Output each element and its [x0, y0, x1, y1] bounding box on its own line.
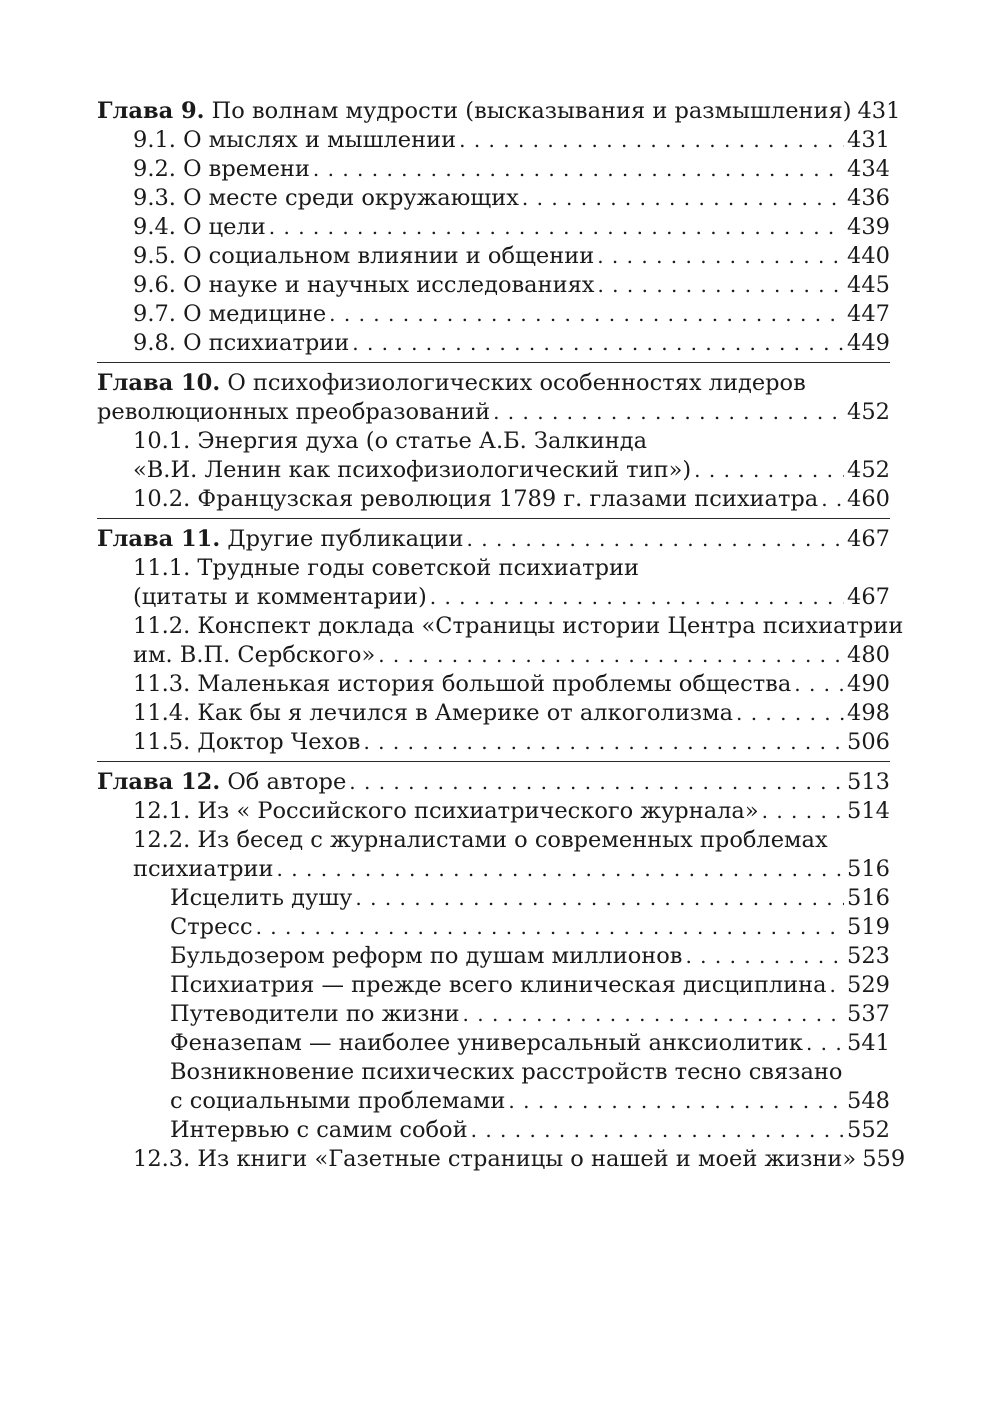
section-entry: [97, 126, 890, 155]
entry-title: [97, 370, 806, 396]
entry-title: [133, 797, 762, 826]
dot-leader: [736, 699, 844, 728]
chapter-section: [97, 97, 901, 363]
entry-title: [170, 942, 685, 971]
page-number: 519: [847, 914, 890, 940]
page-number: 480: [847, 642, 890, 668]
chapter-heading: [97, 97, 901, 126]
entry-text: По волнам мудрости (высказывания и размышления): [211, 98, 852, 124]
entry-text: 11.4. Как бы я лечился в Америке от алкоголизма: [133, 700, 733, 726]
page-number: 559: [862, 1146, 906, 1172]
page-number: 523: [847, 943, 890, 969]
subsection-entry: [97, 942, 890, 971]
entry-text: Бульдозером реформ по душам миллионов: [170, 943, 683, 969]
entry-text: 11.1. Трудные годы советской психиатрии: [133, 555, 639, 581]
entry-title: [97, 398, 493, 427]
entry-title: [170, 1029, 806, 1058]
entry-title: [133, 242, 597, 271]
chapter-heading: [97, 768, 890, 797]
entry-title: [133, 827, 828, 853]
entry-text: 9.4. О цели: [133, 214, 266, 240]
section-entry: [97, 427, 890, 456]
section-entry: [97, 728, 890, 757]
section-entry: [97, 554, 890, 583]
entry-title: [97, 525, 467, 554]
dot-leader: [355, 884, 844, 913]
entry-title: [170, 913, 256, 942]
entry-title: [170, 1059, 842, 1085]
page-number: 548: [847, 1088, 890, 1114]
dot-leader: [471, 1116, 844, 1145]
entry-title: [133, 300, 329, 329]
entry-text: Об авторе: [227, 769, 347, 795]
entry-text: с социальными проблемами: [170, 1088, 506, 1114]
page-number: 447: [847, 301, 890, 327]
dot-leader: [463, 1000, 845, 1029]
dot-leader: [694, 456, 844, 485]
entry-text: 9.6. О науке и научных исследованиях: [133, 272, 595, 298]
entry-title: [133, 271, 597, 300]
page-number: 436: [847, 185, 890, 211]
dot-leader: [597, 242, 844, 271]
entry-text: 9.2. О времени: [133, 156, 310, 182]
entry-title: [133, 155, 313, 184]
entry-text: Стресс: [170, 914, 253, 940]
entry-title: [133, 213, 269, 242]
entry-text: Психиатрия — прежде всего клиническая дисциплина: [170, 972, 827, 998]
entry-title: [133, 555, 639, 581]
dot-leader: [269, 213, 844, 242]
dot-leader: [378, 641, 844, 670]
section-entry: [97, 583, 890, 612]
dot-leader: [459, 126, 844, 155]
page-number: 452: [847, 399, 890, 425]
entry-text: Интервью с самим собой: [170, 1117, 468, 1143]
entry-text: Исцелить душу: [170, 885, 353, 911]
chapter-section: [97, 369, 890, 519]
chapter-heading: [97, 525, 890, 554]
page-number: 467: [847, 584, 890, 610]
entry-text: Феназепам — наиболее универсальный анксиолитик: [170, 1030, 803, 1056]
dot-leader: [329, 300, 844, 329]
page-number: 460: [847, 486, 890, 512]
entry-text: 12.3. Из книги «Газетные страницы о нашей и моей жизни»: [133, 1146, 857, 1172]
dot-leader: [352, 329, 844, 358]
page-number: 537: [847, 1001, 890, 1027]
subsection-entry: [97, 1029, 890, 1058]
page-number: 552: [847, 1117, 890, 1143]
page-number: 541: [847, 1030, 890, 1056]
dot-leader: [430, 583, 844, 612]
page-number: 467: [847, 526, 890, 552]
dot-leader: [806, 1029, 844, 1058]
entry-text: 9.1. О мыслях и мышлении: [133, 127, 457, 153]
section-entry: [97, 271, 890, 300]
entry-text: О психофизиологических особенностях лидеров: [227, 370, 806, 396]
page-number: 439: [847, 214, 890, 240]
entry-title: [133, 456, 694, 485]
entry-title: [170, 971, 830, 1000]
dot-leader: [349, 768, 844, 797]
section-entry: [97, 797, 890, 826]
section-entry: [97, 699, 890, 728]
dot-leader: [363, 728, 844, 757]
entry-title: [170, 1000, 463, 1029]
entry-text: 9.3. О месте среди окружающих: [133, 185, 519, 211]
entry-title: [133, 641, 378, 670]
entry-title: [170, 1116, 471, 1145]
entry-title: [133, 126, 459, 155]
section-entry: [97, 300, 890, 329]
dot-leader: [597, 271, 844, 300]
table-of-contents: [97, 97, 906, 1184]
page-number: 445: [847, 272, 890, 298]
entry-title: [133, 184, 522, 213]
section-entry: [97, 485, 890, 514]
dot-leader: [313, 155, 844, 184]
page-number: 516: [847, 885, 890, 911]
entry-text: 12.2. Из бесед с журналистами о современных проблемах: [133, 827, 828, 853]
entry-text: 11.3. Маленькая история большой проблемы общества: [133, 671, 792, 697]
dot-leader: [256, 913, 844, 942]
section-entry: [97, 242, 890, 271]
entry-title: [133, 699, 736, 728]
chapter-label: Глава 11.: [97, 526, 221, 552]
chapter-label: Глава 9.: [97, 98, 205, 124]
dot-leader: [830, 971, 845, 1000]
page-number: 449: [847, 330, 890, 356]
chapter-section: [97, 525, 904, 762]
entry-title: [133, 855, 277, 884]
subsection-entry: [97, 1116, 890, 1145]
entry-text: 11.5. Доктор Чехов: [133, 729, 361, 755]
dot-leader: [685, 942, 844, 971]
chapter-label: Глава 12.: [97, 769, 221, 795]
entry-title: [170, 884, 355, 913]
entry-text: 11.2. Конспект доклада «Страницы истории Центра психиатрии: [133, 613, 904, 639]
entry-title: [133, 613, 903, 639]
chapter-heading: [97, 398, 890, 427]
chapter-heading: [97, 369, 890, 398]
subsection-entry: [97, 884, 890, 913]
entry-title: [170, 1087, 508, 1116]
entry-text: 9.7. О медицине: [133, 301, 327, 327]
page-number: 514: [847, 798, 890, 824]
page-number: 513: [847, 769, 890, 795]
dot-leader: [277, 855, 845, 884]
subsection-entry: [97, 971, 890, 1000]
page-number: 490: [847, 671, 890, 697]
section-entry: [97, 670, 890, 699]
entry-text: 9.5. О социальном влиянии и общении: [133, 243, 595, 269]
chapter-label: Глава 10.: [97, 370, 221, 396]
section-entry: [97, 155, 890, 184]
section-entry: [97, 612, 904, 641]
entry-text: Возникновение психических расстройств тесно связано: [170, 1059, 843, 1085]
dot-leader: [794, 670, 844, 699]
page-number: 498: [847, 700, 890, 726]
entry-text: Путеводители по жизни: [170, 1001, 460, 1027]
section-entry: [97, 456, 890, 485]
entry-title: [133, 670, 794, 699]
entry-text: им. В.П. Сербского»: [133, 642, 376, 668]
section-entry: [97, 213, 890, 242]
entry-title: [97, 768, 349, 797]
chapter-section: [97, 768, 906, 1178]
dot-leader: [762, 797, 844, 826]
entry-text: психиатрии: [133, 856, 274, 882]
page-number: 452: [847, 457, 890, 483]
entry-title: [133, 485, 821, 514]
page-number: 431: [847, 127, 890, 153]
entry-text: 10.2. Французская революция 1789 г. глазами психиатра: [133, 486, 819, 512]
dot-leader: [508, 1087, 844, 1116]
entry-text: 9.8. О психиатрии: [133, 330, 350, 356]
entry-text: «В.И. Ленин как психофизиологический тип»): [133, 457, 692, 483]
subsection-entry: [97, 1058, 890, 1087]
section-entry: [97, 1145, 906, 1174]
section-entry: [97, 855, 890, 884]
entry-title: [133, 329, 352, 358]
page-number: 434: [847, 156, 890, 182]
subsection-entry: [97, 913, 890, 942]
page-number: 506: [847, 729, 890, 755]
page-number: 431: [857, 98, 901, 124]
section-entry: [97, 641, 890, 670]
entry-title: [133, 428, 647, 454]
dot-leader: [493, 398, 844, 427]
section-entry: [97, 184, 890, 213]
subsection-entry: [97, 1087, 890, 1116]
entry-title: [97, 97, 854, 126]
entry-text: (цитаты и комментарии): [133, 584, 427, 610]
page-number: 516: [847, 856, 890, 882]
entry-title: [133, 583, 430, 612]
section-entry: [97, 329, 890, 358]
subsection-entry: [97, 1000, 890, 1029]
page-number: 529: [847, 972, 890, 998]
entry-title: [133, 1145, 859, 1174]
entry-text: революционных преобразований: [97, 399, 491, 425]
section-entry: [97, 826, 890, 855]
dot-leader: [522, 184, 844, 213]
dot-leader: [467, 525, 845, 554]
page-number: 440: [847, 243, 890, 269]
entry-text: 10.1. Энергия духа (о статье А.Б. Залкинда: [133, 428, 647, 454]
entry-text: Другие публикации: [227, 526, 464, 552]
entry-title: [133, 728, 363, 757]
entry-text: 12.1. Из « Российского психиатрического журнала»: [133, 798, 759, 824]
dot-leader: [821, 485, 844, 514]
